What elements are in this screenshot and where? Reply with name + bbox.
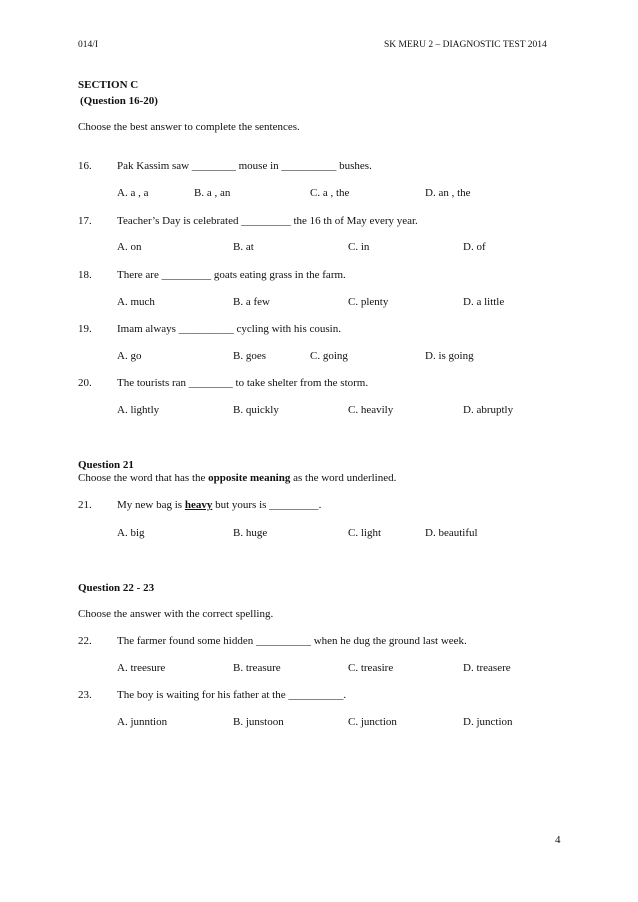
option-b[interactable]: B. a , an (194, 187, 231, 199)
question-text: The tourists ran ________ to take shelter from the storm. (117, 377, 369, 389)
option-b[interactable]: B. huge (233, 527, 268, 539)
option-c[interactable]: C. plenty (348, 296, 389, 308)
header-left: 014/I (78, 40, 99, 50)
question-number: 22. (78, 635, 92, 647)
section-subtitle: (Question 16-20) (80, 95, 158, 107)
option-d[interactable]: D. an , the (425, 187, 471, 199)
option-a[interactable]: A. on (117, 241, 142, 253)
option-b[interactable]: B. at (233, 241, 254, 253)
option-d[interactable]: D. a little (463, 296, 505, 308)
question-22-23-instruction: Choose the answer with the correct spelling. (78, 608, 274, 620)
opposite-meaning-emphasis: opposite meaning (208, 472, 291, 484)
option-d[interactable]: D. abruptly (463, 404, 514, 416)
question-number: 17. (78, 215, 92, 227)
section-title: SECTION C (78, 79, 139, 91)
option-b[interactable]: B. junstoon (233, 716, 284, 728)
option-a[interactable]: A. go (117, 350, 142, 362)
question-21-title: Question 21 (78, 459, 134, 471)
question-text: My new bag is heavy but yours is _________. (117, 499, 322, 511)
question-22-23-title: Question 22 - 23 (78, 582, 155, 594)
option-a[interactable]: A. lightly (117, 404, 160, 416)
option-c[interactable]: C. treasire (348, 662, 394, 674)
option-a[interactable]: A. treesure (117, 662, 166, 674)
section-instruction: Choose the best answer to complete the sentences. (78, 121, 300, 133)
question-number: 23. (78, 689, 92, 701)
option-d[interactable]: D. of (463, 241, 486, 253)
question-text: Pak Kassim saw ________ mouse in __________ bushes. (117, 160, 372, 172)
question-text: Teacher’s Day is celebrated _________ the 16 th of May every year. (117, 215, 418, 227)
question-number: 16. (78, 160, 92, 172)
option-c[interactable]: C. going (310, 350, 348, 362)
page-number: 4 (555, 834, 561, 846)
option-b[interactable]: B. goes (233, 350, 266, 362)
option-d[interactable]: D. junction (463, 716, 513, 728)
option-b[interactable]: B. quickly (233, 404, 279, 416)
question-number: 21. (78, 499, 92, 511)
option-c[interactable]: C. in (348, 241, 370, 253)
question-number: 18. (78, 269, 92, 281)
option-c[interactable]: C. junction (348, 716, 397, 728)
question-text: The farmer found some hidden __________ when he dug the ground last week. (117, 635, 467, 647)
question-number: 19. (78, 323, 92, 335)
option-a[interactable]: A. much (117, 296, 155, 308)
option-d[interactable]: D. beautiful (425, 527, 478, 539)
question-text: Imam always __________ cycling with his cousin. (117, 323, 341, 335)
option-c[interactable]: C. a , the (310, 187, 350, 199)
option-a[interactable]: A. big (117, 527, 145, 539)
option-b[interactable]: B. a few (233, 296, 270, 308)
question-text: There are _________ goats eating grass in the farm. (117, 269, 346, 281)
underlined-word: heavy (184, 499, 213, 511)
question-text: The boy is waiting for his father at the __________. (117, 689, 347, 701)
option-c[interactable]: C. heavily (348, 404, 394, 416)
question-21-instruction: Choose the word that has the opposite meaning as the word underlined. (78, 472, 397, 484)
option-d[interactable]: D. treasere (463, 662, 511, 674)
option-a[interactable]: A. junntion (117, 716, 168, 728)
option-a[interactable]: A. a , a (117, 187, 149, 199)
header-right: SK MERU 2 – DIAGNOSTIC TEST 2014 (384, 40, 547, 50)
question-number: 20. (78, 377, 92, 389)
option-d[interactable]: D. is going (425, 350, 474, 362)
option-b[interactable]: B. treasure (233, 662, 281, 674)
option-c[interactable]: C. light (348, 527, 382, 539)
